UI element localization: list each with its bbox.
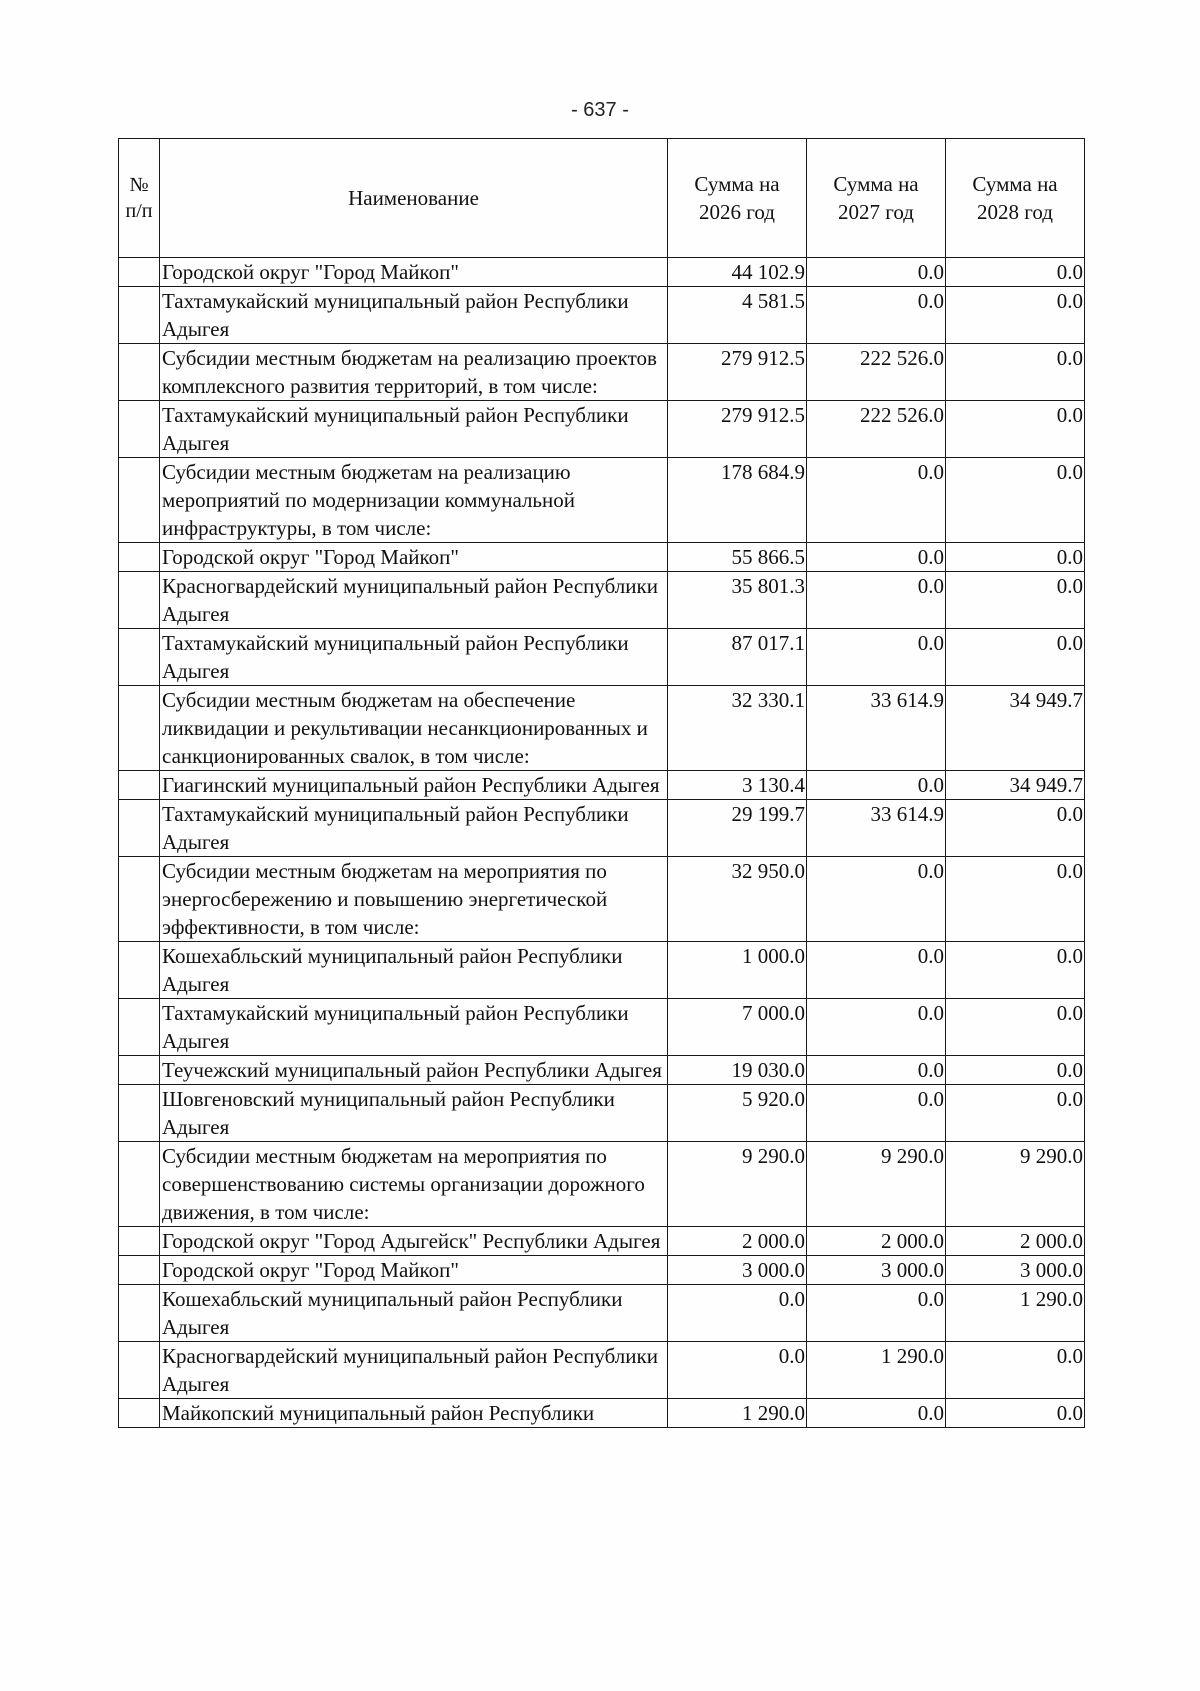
row-number-cell — [119, 686, 160, 771]
row-sum-2028-cell: 0.0 — [946, 629, 1085, 686]
header-sum-2027: Сумма на 2027 год — [807, 139, 946, 258]
row-sum-2027-cell: 0.0 — [807, 629, 946, 686]
row-sum-2026-cell: 29 199.7 — [668, 800, 807, 857]
row-sum-2027-cell: 1 290.0 — [807, 1342, 946, 1399]
row-sum-2027-cell: 0.0 — [807, 258, 946, 287]
row-number-cell — [119, 771, 160, 800]
row-name-cell: Субсидии местным бюджетам на обеспечение ликвидации и рекультивации несанкционированных и санкционированных свалок, в том числе: — [160, 686, 668, 771]
row-name-cell: Субсидии местным бюджетам на мероприятия по совершенствованию системы организации дорожного движения, в том числе: — [160, 1142, 668, 1227]
row-sum-2028-cell: 0.0 — [946, 458, 1085, 543]
row-sum-2026-cell: 279 912.5 — [668, 401, 807, 458]
row-sum-2026-cell: 7 000.0 — [668, 999, 807, 1056]
row-sum-2026-cell: 4 581.5 — [668, 287, 807, 344]
table-row — [119, 629, 1085, 686]
row-sum-2028-cell: 0.0 — [946, 344, 1085, 401]
row-sum-2027-cell: 0.0 — [807, 857, 946, 942]
row-name-cell: Субсидии местным бюджетам на реализацию мероприятий по модернизации коммунальной инфраструктуры, в том числе: — [160, 458, 668, 543]
row-sum-2026-cell: 32 950.0 — [668, 857, 807, 942]
row-number-cell — [119, 1285, 160, 1342]
row-sum-2028-cell: 0.0 — [946, 287, 1085, 344]
row-number-cell — [119, 458, 160, 543]
row-number-cell — [119, 1342, 160, 1399]
row-sum-2028-cell: 0.0 — [946, 1342, 1085, 1399]
row-sum-2027-cell: 2 000.0 — [807, 1227, 946, 1256]
table-row — [119, 800, 1085, 857]
row-sum-2027-cell: 0.0 — [807, 999, 946, 1056]
row-name-cell: Тахтамукайский муниципальный район Республики Адыгея — [160, 401, 668, 458]
row-number-cell — [119, 1085, 160, 1142]
row-number-cell — [119, 1227, 160, 1256]
row-sum-2026-cell: 9 290.0 — [668, 1142, 807, 1227]
table-row — [119, 686, 1085, 771]
row-number-cell — [119, 857, 160, 942]
row-sum-2027-cell: 0.0 — [807, 1085, 946, 1142]
row-sum-2026-cell: 1 000.0 — [668, 942, 807, 999]
row-number-cell — [119, 629, 160, 686]
row-sum-2027-cell: 0.0 — [807, 771, 946, 800]
row-sum-2027-cell: 222 526.0 — [807, 344, 946, 401]
row-name-cell: Красногвардейский муниципальный район Республики Адыгея — [160, 572, 668, 629]
row-sum-2026-cell: 19 030.0 — [668, 1056, 807, 1085]
row-number-cell — [119, 999, 160, 1056]
table-row — [119, 572, 1085, 629]
row-name-cell: Городской округ "Город Адыгейск" Республики Адыгея — [160, 1227, 668, 1256]
row-sum-2028-cell: 34 949.7 — [946, 771, 1085, 800]
row-sum-2028-cell: 0.0 — [946, 401, 1085, 458]
row-sum-2027-cell: 222 526.0 — [807, 401, 946, 458]
row-number-cell — [119, 572, 160, 629]
row-name-cell: Субсидии местным бюджетам на мероприятия по энергосбережению и повышению энергетической эффективности, в том числе: — [160, 857, 668, 942]
row-sum-2026-cell: 0.0 — [668, 1342, 807, 1399]
row-name-cell: Тахтамукайский муниципальный район Республики Адыгея — [160, 629, 668, 686]
row-name-cell: Красногвардейский муниципальный район Республики Адыгея — [160, 1342, 668, 1399]
table-row — [119, 258, 1085, 287]
row-number-cell — [119, 287, 160, 344]
row-sum-2026-cell: 1 290.0 — [668, 1399, 807, 1428]
row-sum-2027-cell: 33 614.9 — [807, 800, 946, 857]
row-sum-2026-cell: 55 866.5 — [668, 543, 807, 572]
table-row — [119, 1227, 1085, 1256]
row-sum-2028-cell: 0.0 — [946, 999, 1085, 1056]
row-number-cell — [119, 1056, 160, 1085]
row-name-cell: Кошехабльский муниципальный район Республики Адыгея — [160, 942, 668, 999]
table-row — [119, 1085, 1085, 1142]
row-sum-2028-cell: 0.0 — [946, 1399, 1085, 1428]
row-number-cell — [119, 1142, 160, 1227]
row-name-cell: Городской округ "Город Майкоп" — [160, 258, 668, 287]
row-sum-2026-cell: 0.0 — [668, 1285, 807, 1342]
header-sum-2028: Сумма на 2028 год — [946, 139, 1085, 258]
row-sum-2027-cell: 0.0 — [807, 572, 946, 629]
table-row — [119, 857, 1085, 942]
table-row — [119, 344, 1085, 401]
table-row — [119, 543, 1085, 572]
table-row — [119, 401, 1085, 458]
row-name-cell: Городской округ "Город Майкоп" — [160, 1256, 668, 1285]
row-sum-2027-cell: 3 000.0 — [807, 1256, 946, 1285]
row-sum-2026-cell: 3 000.0 — [668, 1256, 807, 1285]
row-sum-2028-cell: 0.0 — [946, 1085, 1085, 1142]
row-sum-2028-cell: 0.0 — [946, 543, 1085, 572]
row-name-cell: Теучежский муниципальный район Республики Адыгея — [160, 1056, 668, 1085]
row-sum-2028-cell: 0.0 — [946, 857, 1085, 942]
row-number-cell — [119, 344, 160, 401]
table-row — [119, 287, 1085, 344]
row-sum-2027-cell: 0.0 — [807, 287, 946, 344]
table-header-row — [119, 139, 1085, 258]
row-sum-2026-cell: 2 000.0 — [668, 1227, 807, 1256]
row-name-cell: Субсидии местным бюджетам на реализацию проектов комплексного развития территорий, в том числе: — [160, 344, 668, 401]
row-name-cell: Гиагинский муниципальный район Республики Адыгея — [160, 771, 668, 800]
row-sum-2028-cell: 0.0 — [946, 1056, 1085, 1085]
table-row — [119, 1285, 1085, 1342]
row-sum-2026-cell: 32 330.1 — [668, 686, 807, 771]
row-number-cell — [119, 942, 160, 999]
budget-table — [118, 138, 1085, 1428]
row-number-cell — [119, 800, 160, 857]
row-number-cell — [119, 1399, 160, 1428]
table-row — [119, 1342, 1085, 1399]
row-name-cell: Майкопский муниципальный район Республики — [160, 1399, 668, 1428]
row-sum-2027-cell: 0.0 — [807, 942, 946, 999]
table-row — [119, 942, 1085, 999]
row-sum-2028-cell: 3 000.0 — [946, 1256, 1085, 1285]
row-sum-2027-cell: 0.0 — [807, 543, 946, 572]
row-sum-2026-cell: 5 920.0 — [668, 1085, 807, 1142]
table-row — [119, 771, 1085, 800]
row-sum-2028-cell: 9 290.0 — [946, 1142, 1085, 1227]
table-row — [119, 1256, 1085, 1285]
row-sum-2027-cell: 9 290.0 — [807, 1142, 946, 1227]
row-sum-2028-cell: 2 000.0 — [946, 1227, 1085, 1256]
table-row — [119, 1142, 1085, 1227]
row-sum-2026-cell: 44 102.9 — [668, 258, 807, 287]
row-number-cell — [119, 1256, 160, 1285]
header-sum-2026: Сумма на 2026 год — [668, 139, 807, 258]
table-row — [119, 1056, 1085, 1085]
header-num: № п/п — [119, 139, 160, 258]
table-row — [119, 458, 1085, 543]
row-sum-2026-cell: 35 801.3 — [668, 572, 807, 629]
row-sum-2028-cell: 34 949.7 — [946, 686, 1085, 771]
table-row — [119, 999, 1085, 1056]
row-number-cell — [119, 543, 160, 572]
row-name-cell: Кошехабльский муниципальный район Республики Адыгея — [160, 1285, 668, 1342]
row-sum-2027-cell: 0.0 — [807, 1056, 946, 1085]
row-sum-2028-cell: 0.0 — [946, 572, 1085, 629]
row-sum-2026-cell: 178 684.9 — [668, 458, 807, 543]
row-sum-2028-cell: 1 290.0 — [946, 1285, 1085, 1342]
row-name-cell: Городской округ "Город Майкоп" — [160, 543, 668, 572]
header-name: Наименование — [160, 139, 668, 258]
row-sum-2027-cell: 33 614.9 — [807, 686, 946, 771]
row-sum-2026-cell: 279 912.5 — [668, 344, 807, 401]
row-sum-2027-cell: 0.0 — [807, 458, 946, 543]
row-sum-2027-cell: 0.0 — [807, 1399, 946, 1428]
row-sum-2027-cell: 0.0 — [807, 1285, 946, 1342]
page-number: - 637 - — [571, 99, 629, 121]
row-sum-2026-cell: 3 130.4 — [668, 771, 807, 800]
row-name-cell: Тахтамукайский муниципальный район Республики Адыгея — [160, 800, 668, 857]
row-sum-2028-cell: 0.0 — [946, 800, 1085, 857]
row-sum-2028-cell: 0.0 — [946, 942, 1085, 999]
table-row — [119, 1399, 1085, 1428]
row-number-cell — [119, 401, 160, 458]
row-name-cell: Шовгеновский муниципальный район Республики Адыгея — [160, 1085, 668, 1142]
row-sum-2028-cell: 0.0 — [946, 258, 1085, 287]
row-name-cell: Тахтамукайский муниципальный район Республики Адыгея — [160, 999, 668, 1056]
row-sum-2026-cell: 87 017.1 — [668, 629, 807, 686]
row-number-cell — [119, 258, 160, 287]
table-body — [119, 258, 1085, 1428]
row-name-cell: Тахтамукайский муниципальный район Республики Адыгея — [160, 287, 668, 344]
